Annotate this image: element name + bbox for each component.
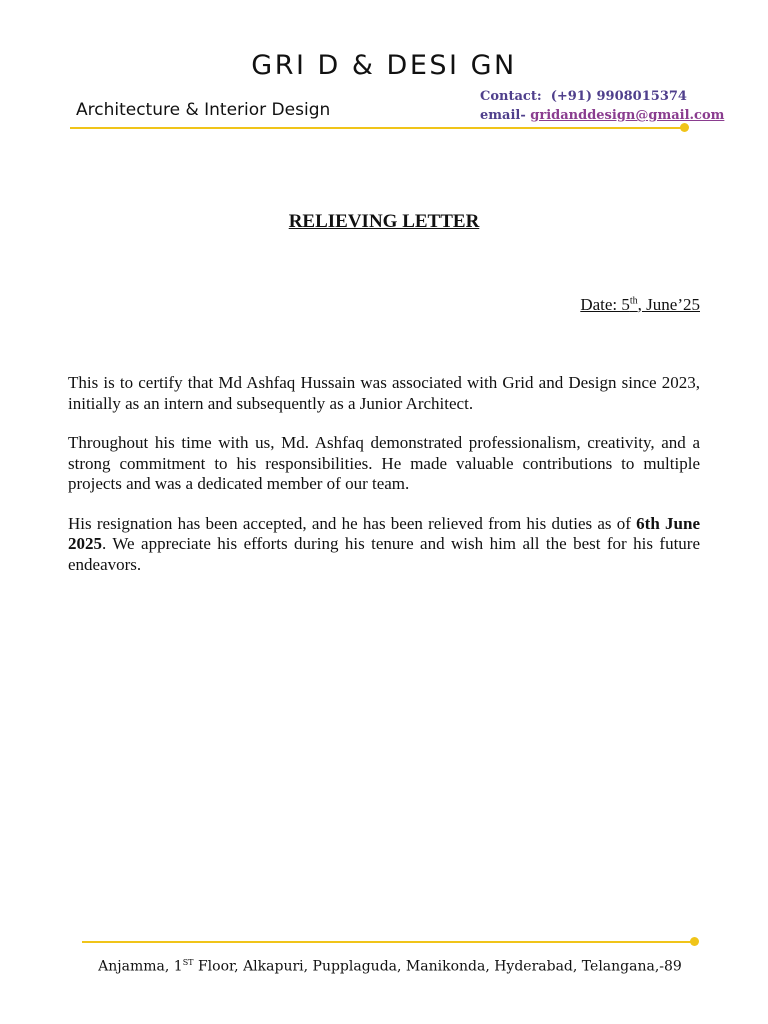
footer-divider: [82, 941, 692, 943]
letterhead-logo: GRI D & DESI GN: [251, 50, 517, 81]
header-divider-dot: [680, 123, 689, 132]
relieving-date: 6th June 2025: [68, 513, 700, 553]
letterhead-contact: [480, 87, 724, 125]
date-prefix: Date: 5: [580, 295, 630, 314]
footer-address: [0, 958, 768, 975]
body-paragraph-2: Throughout his time with us, Md. Ashfaq demonstrated professionalism, creativity, and a strong commitment to his responsibilities. He made valuable contributions to multiple projects and was a dedicated member of our team.: [68, 433, 700, 493]
email-line: [480, 106, 724, 125]
contact-label: Contact:: [480, 89, 542, 104]
letter-body: [68, 373, 700, 594]
body-paragraph-1: This is to certify that Md Ashfaq Hussain was associated with Grid and Design since 2023, initially as an intern and subsequently as a Junior Architect.: [68, 373, 700, 413]
address-end: Floor, Alkapuri, Pupplaguda, Manikonda, Hyderabad, Telangana,-89: [193, 958, 682, 975]
contact-line: [480, 87, 724, 106]
email-link[interactable]: gridanddesign@gmail.com: [530, 108, 725, 123]
contact-phone: (+91) 9908015374: [550, 89, 687, 104]
p3-start: His resignation has been accepted, and he has been relieved from his duties as of: [68, 513, 637, 533]
date-suffix: , June’25: [637, 295, 700, 314]
footer-divider-dot: [690, 937, 699, 946]
letter-title: RELIEVING LETTER: [288, 211, 480, 232]
letterhead-tagline: Architecture & Interior Design: [76, 100, 331, 120]
address-start: Anjamma, 1: [98, 958, 183, 975]
body-paragraph-3: [68, 514, 700, 576]
address-sup: ST: [182, 958, 194, 967]
letter-date: [580, 295, 700, 315]
header-divider: [70, 127, 684, 129]
email-label: email-: [480, 108, 526, 123]
p3-end: . We appreciate his efforts during his tenure and wish him all the best for his future endeavors.: [68, 534, 700, 574]
date-sup: th: [629, 295, 638, 307]
